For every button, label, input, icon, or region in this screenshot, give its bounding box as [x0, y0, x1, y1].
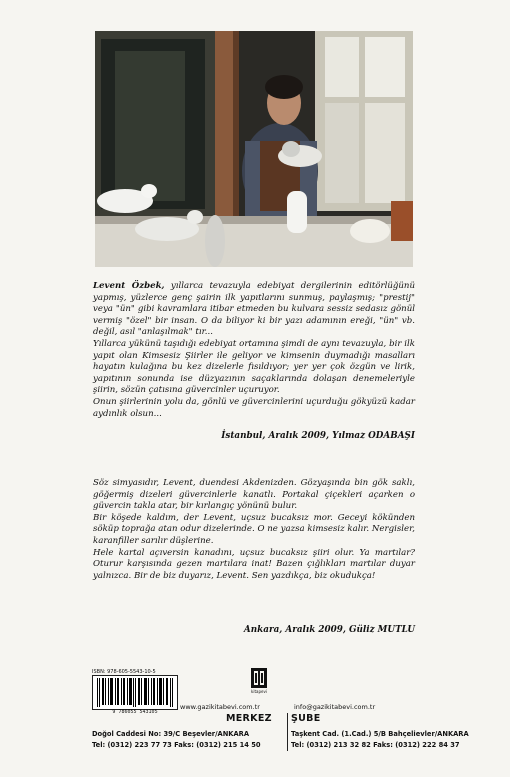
- bio-paragraph-2: Yıllarca yükünü taşıdığı edebiyat ortamına şimdi de aynı tevazuyla, bir ilk yapıt olan Kimsesiz Şiirler ile geliyor ve kimsenin duymadığı masalları hayatın kulağına bu kez dizelerle fısıldıyor; yer yer çok özgün ve lirik, yapıtının sonunda ise düzyazının saçaklarında dolaşan denemeleriyle şiirin, sözün çatısına güvercinler uçuruyor.: [93, 338, 415, 396]
- quote-paragraph-1: Söz simyasıdır, Levent, duendesi Akdenizden. Gözyaşında bin gök saklı, göğermiş dizeleri güvercinlerle kanatlı. Portakal çiçekleri açarken o güvercin takla atar, bir kırlangıç yönünü bulur.: [93, 478, 415, 512]
- author-name: Levent Özbek,: [93, 281, 165, 291]
- sube-address: Taşkent Cad. (1.Cad.) 5/B Bahçelievler/ANKARA: [291, 730, 469, 738]
- bio-signature: İstanbul, Aralık 2009, Yılmaz ODABAŞI: [221, 431, 415, 441]
- author-photo: [95, 31, 413, 267]
- website-link[interactable]: www.gazikitabevi.com.tr: [180, 703, 260, 711]
- bio-text: [93, 281, 415, 420]
- email-link[interactable]: info@gazikitabevi.com.tr: [294, 703, 376, 711]
- barcode-number: 9 786055 543105: [112, 709, 158, 715]
- quote-paragraph-3: Hele kartal açıversin kanadını, uçsuz bucaksız şiiri olur. Ya martılar? Oturur karşısında gezen martılara inat! Bazen çığlıkları martılar duyar yalnızca. Bir de biz duyarız, Levent. Sen yazdıkça, biz okudukça!: [93, 547, 415, 581]
- merkez-title: MERKEZ: [226, 713, 272, 724]
- isbn-label: ISBN: 978-605-5543-10-5: [92, 669, 156, 675]
- sube-title: ŞUBE: [291, 713, 321, 724]
- branch-divider: [287, 713, 288, 751]
- merkez-phone: Tel: (0312) 223 77 73 Faks: (0312) 215 14 50: [92, 741, 261, 749]
- bio-paragraph-1: Levent Özbek, yıllarca tevazuyla edebiyat dergilerinin editörlüğünü yapmış, yüzlerce genç şairin ilk yapıtlarını sunmuş, paylaşmış; "prestij" veya "ün" gibi kavramlara itibar etmeden bu kulvara sessiz sedasız gönül vermiş "özel" bir insan. O da biliyor ki bir yazı adamının ereği, "ün" vb. değil, asıl "anlaşılmak" tır...: [93, 281, 415, 338]
- barcode: [92, 675, 178, 710]
- merkez-address: Doğol Caddesi No: 39/C Beşevler/ANKARA: [92, 730, 249, 738]
- quote-text: [93, 478, 415, 582]
- quote-signature: Ankara, Aralık 2009, Güliz MUTLU: [243, 625, 415, 635]
- sube-phone: Tel: (0312) 213 32 82 Faks: (0312) 222 84 37: [291, 741, 460, 749]
- publisher-logo-caption: kitapevi: [251, 689, 267, 694]
- publisher-logo-icon: [251, 668, 267, 688]
- quote-paragraph-2: Bir köşede kaldım, der Levent, uçsuz bucaksız mor. Geceyi kökünden söküp toprağa atan odur dizelerinde. O ne yazsa kimsesiz kalır. Nergisler, karanfiller sarılır düşlerine.: [93, 512, 415, 546]
- bio-paragraph-3: Onun şiirlerinin yolu da, gönlü ve güvercinlerini uçurduğu gökyüzü kadar aydınlık olsun...: [93, 396, 415, 419]
